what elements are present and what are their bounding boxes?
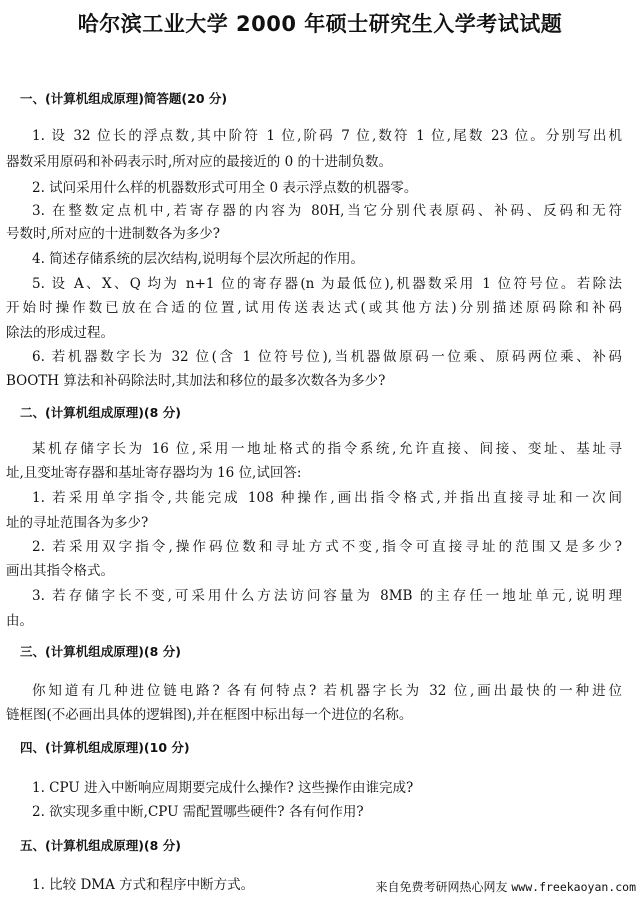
section-1-heading: 一、(计算机组成原理)简答题(20 分) (20, 91, 228, 106)
section-1-line-10: 6. 若机器数字长为 32 位(含 1 位符号位),当机器做原码一位乘、原码两位乘、补码 (32, 349, 622, 365)
section-1-line-7: 5. 设 A、X、Q 均为 n+1 位的寄存器(n 为最低位),机器数采用 1 位符号位。若除法 (32, 276, 622, 292)
section-2-line-8: 由。 (6, 613, 33, 629)
section-2-line-6: 画出其指令格式。 (6, 563, 114, 579)
section-1-line-9: 除法的形成过程。 (6, 325, 114, 341)
section-2-line-2: 址,且变址寄存器和基址寄存器均为 16 位,试回答: (6, 465, 302, 481)
section-3-heading: 三、(计算机组成原理)(8 分) (20, 644, 181, 659)
footer-text: 来自免费考研网热心网友 (375, 880, 508, 894)
section-4-heading: 四、(计算机组成原理)(10 分) (20, 740, 190, 755)
section-1-line-5: 号数时,所对应的十进制数各为多少? (6, 226, 221, 242)
section-4-line-2: 2. 欲实现多重中断,CPU 需配置哪些硬件? 各有何作用? (32, 804, 364, 820)
page-title: 哈尔滨工业大学 2000 年硕士研究生入学考试试题 (77, 12, 563, 36)
section-2-line-7: 3. 若存储字长不变,可采用什么方法访问容量为 8MB 的主存任一地址单元,说明理 (32, 588, 622, 604)
section-2-line-3: 1. 若采用单字指令,共能完成 108 种操作,画出指令格式,并指出直接寻址和一次间 (32, 490, 622, 506)
section-1-line-1: 1. 设 32 位长的浮点数,其中阶符 1 位,阶码 7 位,数符 1 位,尾数 23 位。分别写出机 (32, 128, 622, 144)
section-1-line-3: 2. 试问采用什么样的机器数形式可用全 0 表示浮点数的机器零。 (32, 180, 418, 196)
section-5-heading: 五、(计算机组成原理)(8 分) (20, 838, 181, 853)
section-4-line-1: 1. CPU 进入中断响应周期要完成什么操作? 这些操作由谁完成? (32, 780, 414, 796)
section-3-line-1: 你知道有几种进位链电路? 各有何特点? 若机器字长为 32 位,画出最快的一种进位 (32, 683, 622, 699)
footer-watermark (376, 878, 636, 895)
section-3-line-2: 链框图(不必画出具体的逻辑图),并在框图中标出每一个进位的名称。 (6, 707, 413, 723)
section-1-line-8: 开始时操作数已放在合适的位置,试用传送表达式(或其他方法)分别描述原码除和补码 (6, 300, 622, 316)
section-2-line-4: 址的寻址范围各为多少? (6, 515, 149, 531)
section-5-line-1: 1. 比较 DMA 方式和程序中断方式。 (32, 877, 255, 893)
section-2-line-5: 2. 若采用双字指令,操作码位数和寻址方式不变,指令可直接寻址的范围又是多少? (32, 539, 622, 555)
section-2-line-1: 某机存储字长为 16 位,采用一地址格式的指令系统,允许直接、间接、变址、基址寻 (32, 441, 622, 457)
footer-url: www.freekaoyan.com (511, 880, 636, 894)
section-1-line-2: 器数采用原码和补码表示时,所对应的最接近的 0 的十进制负数。 (6, 154, 392, 170)
section-1-line-11: BOOTH 算法和补码除法时,其加法和移位的最多次数各为多少? (6, 373, 386, 389)
section-2-heading: 二、(计算机组成原理)(8 分) (20, 405, 181, 420)
section-1-line-4: 3. 在整数定点机中,若寄存器的内容为 80H,当它分别代表原码、补码、反码和无符 (32, 203, 622, 219)
section-1-line-6: 4. 简述存储系统的层次结构,说明每个层次所起的作用。 (32, 251, 364, 267)
